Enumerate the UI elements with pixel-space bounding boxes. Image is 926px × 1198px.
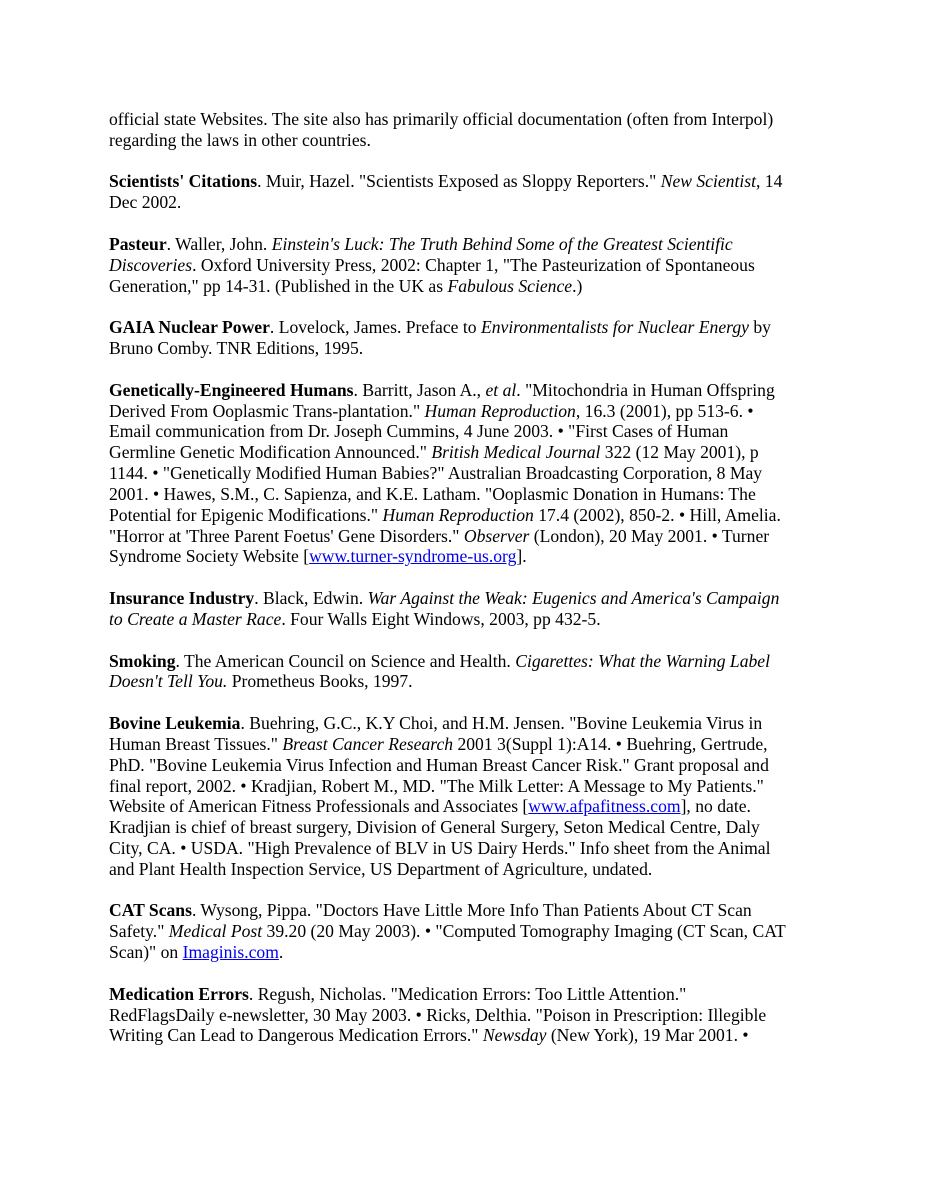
italic-title: Doesn't Tell You. [109, 671, 228, 692]
text-run: Scan)" on [109, 942, 183, 963]
text-run: 322 (12 May 2001), p [600, 442, 759, 463]
text-run: . Buehring, G.C., K.Y Choi, and H.M. Jensen. "Bovine Leukemia Virus in [240, 713, 763, 734]
text-line [109, 588, 829, 609]
text-run: . The American Council on Science and Health. [175, 650, 516, 671]
entry-topic: Insurance Industry [109, 588, 255, 609]
text-run: City, CA. • USDA. "High Prevalence of BLV in US Dairy Herds." Info sheet from the Animal [109, 837, 771, 858]
text-run: Generation," pp 14-31. (Published in the UK as [109, 275, 448, 296]
text-run: , 16.3 (2001), pp 513-6. • [575, 400, 754, 421]
text-run: Derived From Ooplasmic Trans-plantation." [109, 400, 425, 421]
text-line [109, 900, 829, 921]
text-line [109, 984, 829, 1005]
reference-entry [109, 380, 829, 567]
text-run: . Wysong, Pippa. "Doctors Have Little More Info Than Patients About CT Scan [191, 900, 752, 921]
text-line [109, 942, 829, 963]
reference-link[interactable]: www.afpafitness.com [528, 796, 681, 817]
text-line [109, 192, 829, 213]
entry-topic: GAIA Nuclear Power [109, 317, 270, 338]
text-run: Website of American Fitness Professionals and Associates [ [109, 796, 529, 817]
text-run: . Black, Edwin. [254, 588, 368, 609]
text-run: "Horror at 'Three Parent Foetus' Gene Disorders." [109, 525, 464, 546]
document-page [109, 109, 829, 1067]
text-line [109, 546, 829, 567]
entry-topic: Smoking [109, 650, 176, 671]
text-run: . Regush, Nicholas. "Medication Errors: Too Little Attention." [248, 983, 687, 1004]
text-run: Writing Can Lead to Dangerous Medication Errors." [109, 1025, 483, 1046]
text-line [109, 755, 829, 776]
text-line [109, 255, 829, 276]
text-run: .) [572, 275, 583, 296]
text-run: (New York), 19 Mar 2001. • [546, 1025, 749, 1046]
italic-title: War Against the Weak: Eugenics and America's Campaign [367, 588, 780, 609]
text-line [109, 380, 829, 401]
italic-title: Human Reproduction [424, 400, 576, 421]
reference-entry [109, 588, 829, 630]
text-line [109, 734, 829, 755]
text-run: ], no date. [680, 796, 751, 817]
text-line [109, 130, 829, 151]
text-run: Email communication from Dr. Joseph Cummins, 4 June 2003. • "First Cases of Human [109, 421, 729, 442]
text-run: Syndrome Society Website [ [109, 546, 310, 567]
text-run: 1144. • "Genetically Modified Human Babies?" Australian Broadcasting Corporation, 8 May [109, 463, 763, 484]
text-line [109, 776, 829, 797]
text-run: . Lovelock, James. Preface to [269, 317, 481, 338]
reference-entry [109, 984, 829, 1046]
text-run: RedFlagsDaily e-newsletter, 30 May 2003. • Ricks, Delthia. "Poison in Prescription: Illegible [109, 1004, 767, 1025]
text-run: regarding the laws in other countries. [109, 129, 371, 150]
italic-title: Fabulous Science [447, 275, 573, 296]
text-run: official state Websites. The site also has primarily official documentation (often from Interpol) [109, 109, 774, 129]
reference-link[interactable]: Imaginis.com [182, 942, 279, 963]
text-run: PhD. "Bovine Leukemia Virus Infection and Human Breast Cancer Risk." Grant proposal and [109, 754, 769, 775]
text-line [109, 338, 829, 359]
text-line [109, 526, 829, 547]
text-run: . Four Walls Eight Windows, 2003, pp 432-5. [281, 608, 601, 629]
italic-title: British Medical Journal [431, 442, 601, 463]
text-line [109, 317, 829, 338]
reference-entry [109, 234, 829, 296]
text-run: (London), 20 May 2001. • Turner [529, 525, 770, 546]
text-line [109, 921, 829, 942]
text-line [109, 796, 829, 817]
text-run: Potential for Epigenic Modifications." [109, 504, 383, 525]
text-run: . "Mitochondria in Human Offspring [516, 379, 775, 400]
italic-title: Observer [463, 525, 530, 546]
text-line [109, 234, 829, 255]
reference-entry [109, 171, 829, 213]
italic-title: Einstein's Luck: The Truth Behind Some of the Greatest Scientific [271, 233, 733, 254]
text-line [109, 1025, 829, 1046]
text-run: final report, 2002. • Kradjian, Robert M., MD. "The Milk Letter: A Message to My Patients." [109, 775, 764, 796]
entry-topic: Medication Errors [109, 983, 249, 1004]
text-run: Bruno Comby. TNR Editions, 1995. [109, 338, 364, 359]
text-run: 2001. • Hawes, S.M., C. Sapienza, and K.E. Latham. "Ooplasmic Donation in Humans: The [109, 483, 756, 504]
text-run: . [278, 942, 284, 963]
reference-entry [109, 109, 829, 151]
italic-title: Newsday [482, 1025, 547, 1046]
italic-title: New Scientist [660, 171, 756, 192]
italic-title: Human Reproduction [382, 504, 534, 525]
reference-link[interactable]: www.turner-syndrome-us.org [309, 546, 517, 567]
text-run: . Waller, John. [166, 233, 272, 254]
text-run: . Muir, Hazel. "Scientists Exposed as Sloppy Reporters." [257, 171, 661, 192]
italic-title: to Create a Master Race [109, 608, 282, 629]
text-line [109, 651, 829, 672]
text-line [109, 817, 829, 838]
reference-entry [109, 713, 829, 880]
italic-title: Medical Post [168, 921, 263, 942]
text-line [109, 109, 829, 130]
entry-topic: Genetically-Engineered Humans [109, 379, 354, 400]
text-line [109, 671, 829, 692]
text-line [109, 276, 829, 297]
text-line [109, 713, 829, 734]
text-line [109, 609, 829, 630]
text-line [109, 838, 829, 859]
text-run: Safety." [109, 921, 169, 942]
text-line [109, 401, 829, 422]
text-run: and Plant Health Inspection Service, US Department of Agriculture, undated. [109, 858, 653, 879]
text-run: Kradjian is chief of breast surgery, Division of General Surgery, Seton Medical Centre, Daly [109, 817, 760, 838]
text-line [109, 463, 829, 484]
reference-entry [109, 900, 829, 962]
text-run: . Oxford University Press, 2002: Chapter 1, "The Pasteurization of Spontaneous [192, 254, 755, 275]
entry-topic: Bovine Leukemia [109, 713, 241, 734]
text-run: by [748, 317, 771, 338]
reference-entry [109, 317, 829, 359]
text-run: Germline Genetic Modification Announced." [109, 442, 432, 463]
italic-title: et al [485, 379, 517, 400]
text-line [109, 1005, 829, 1026]
text-run: Prometheus Books, 1997. [227, 671, 413, 692]
text-run: ]. [516, 546, 527, 567]
italic-title: Cigarettes: What the Warning Label [515, 650, 770, 671]
italic-title: Environmentalists for Nuclear Energy [480, 317, 749, 338]
reference-entry [109, 651, 829, 693]
text-run: . Barritt, Jason A., [353, 379, 486, 400]
italic-title: Breast Cancer Research [282, 733, 454, 754]
text-line [109, 442, 829, 463]
text-run: Human Breast Tissues." [109, 733, 283, 754]
text-run: 2001 3(Suppl 1):A14. • Buehring, Gertrude, [453, 733, 768, 754]
text-run: Dec 2002. [109, 192, 182, 213]
text-run: , 14 [756, 171, 783, 192]
text-line [109, 171, 829, 192]
text-line [109, 421, 829, 442]
italic-title: Discoveries [109, 254, 193, 275]
entry-topic: CAT Scans [109, 900, 192, 921]
text-run: 17.4 (2002), 850-2. • Hill, Amelia. [533, 504, 781, 525]
text-line [109, 859, 829, 880]
text-line [109, 505, 829, 526]
entry-topic: Scientists' Citations [109, 171, 258, 192]
text-line [109, 484, 829, 505]
entry-topic: Pasteur [109, 233, 167, 254]
text-run: 39.20 (20 May 2003). • "Computed Tomography Imaging (CT Scan, CAT [262, 921, 786, 942]
